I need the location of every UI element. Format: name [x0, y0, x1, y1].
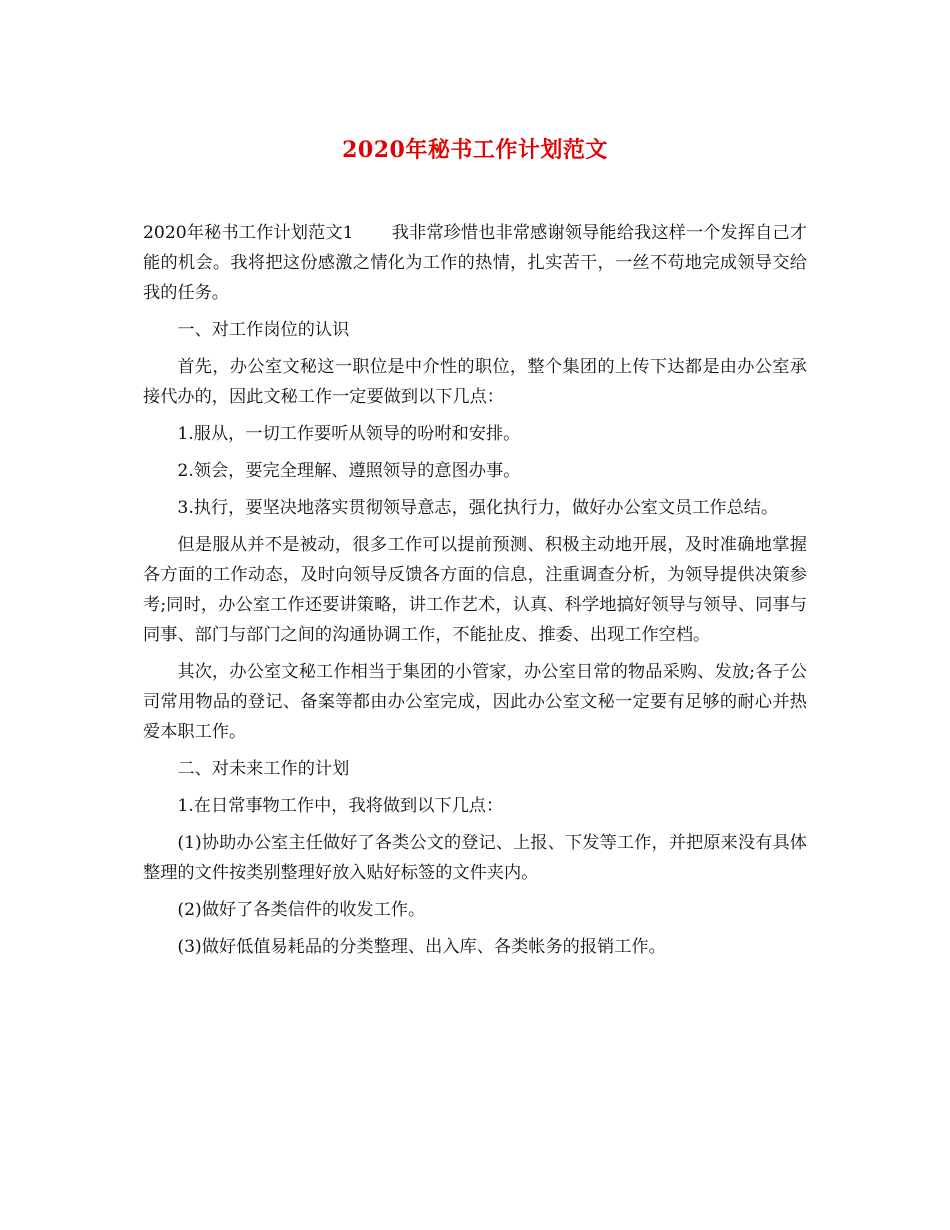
- intro-text: 我非常珍惜也非常感谢领导能给我这样一个发挥自己才能的机会。我将把这份感激之情化为工作的热情，扎实苦干，一丝不苟地完成领导交给我的任务。: [143, 223, 807, 303]
- section-heading-1: 一、对工作岗位的认识: [177, 320, 350, 340]
- paragraph: 首先，办公室文秘这一职位是中介性的职位，整个集团的上传下达都是由办公室承接代办的，因此文秘工作一定要做到以下几点：: [143, 357, 807, 407]
- paragraph: 其次，办公室文秘工作相当于集团的小管家，办公室日常的物品采购、发放;各子公司常用物品的登记、备案等都由办公室完成，因此办公室文秘一定要有足够的耐心并热爱本职工作。: [143, 662, 807, 742]
- section-heading-2: 二、对未来工作的计划: [177, 759, 350, 779]
- list-item: (3)做好低值易耗品的分类整理、出入库、各类帐务的报销工作。: [177, 937, 666, 957]
- list-item: (2)做好了各类信件的收发工作。: [177, 900, 426, 920]
- list-item: 3.执行，要坚决地落实贯彻领导意志，强化执行力，做好办公室文员工作总结。: [177, 498, 779, 518]
- paragraph: 但是服从并不是被动，很多工作可以提前预测、积极主动地开展，及时准确地掌握各方面的工作动态，及时向领导反馈各方面的信息，注重调查分析，为领导提供决策参考;同时，办公室工作还要讲策略，讲工作艺术，认真、科学地搞好领导与领导、同事与同事、部门与部门之间的沟通协调工作，不能扯皮、推委、出现工作空档。: [143, 535, 807, 645]
- list-item: 1.服从，一切工作要听从领导的吩咐和安排。: [177, 424, 521, 444]
- document-title: 2020年秘书工作计划范文: [342, 137, 608, 163]
- document-body: [143, 218, 807, 969]
- list-item: (1)协助办公室主任做好了各类公文的登记、上报、下发等工作，并把原来没有具体整理的文件按类别整理好放入贴好标签的文件夹内。: [143, 833, 807, 883]
- intro-paragraph: [143, 218, 807, 308]
- list-item: 2.领会，要完全理解、遵照领导的意图办事。: [177, 461, 521, 481]
- intro-label: 2020年秘书工作计划范文1: [143, 223, 354, 243]
- list-item: 1.在日常事物工作中，我将做到以下几点：: [177, 796, 504, 816]
